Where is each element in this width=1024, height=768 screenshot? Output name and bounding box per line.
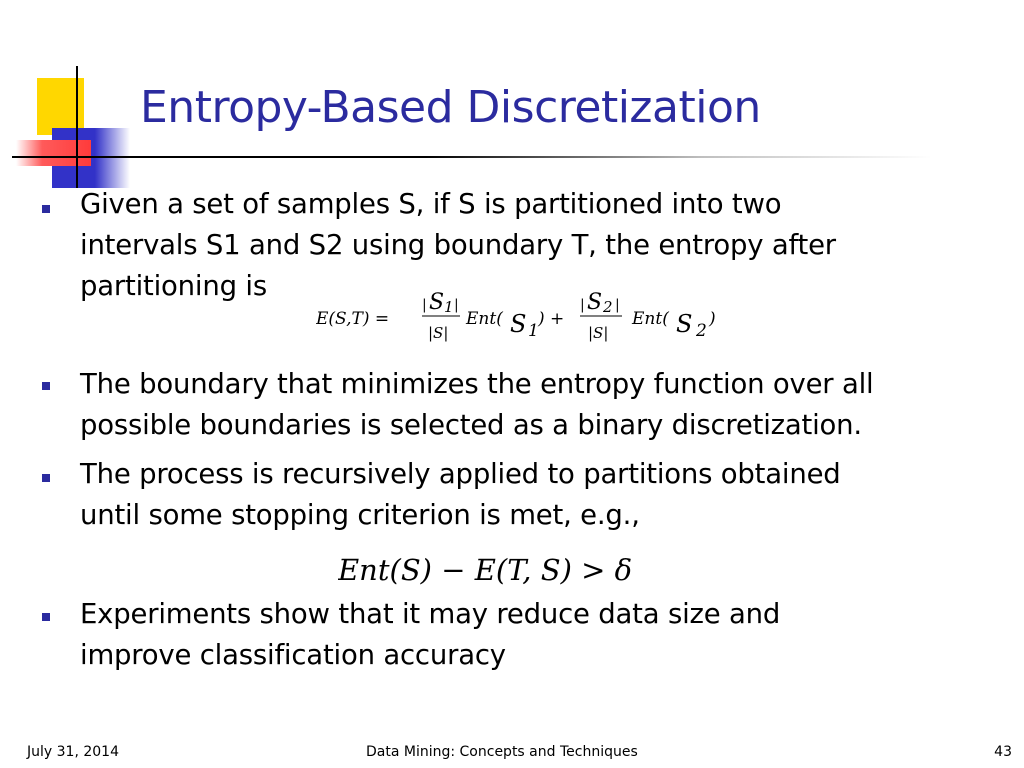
- bullet-2-line-1: The boundary that minimizes the entropy function over all: [80, 368, 874, 400]
- formula-ent1-sub: 1: [528, 321, 539, 341]
- bullet-1-line-2: intervals S1 and S2 using boundary T, the entropy after: [80, 229, 836, 261]
- formula-frac1-num-bar-right: |: [454, 297, 459, 313]
- bullet-marker-icon: [42, 474, 50, 482]
- bullet-4-line-1: Experiments show that it may reduce data size and: [80, 598, 781, 630]
- footer-date: July 31, 2014: [27, 744, 119, 760]
- formula-frac1-den: |S|: [428, 324, 449, 342]
- bullet-1-line-1: Given a set of samples S, if S is partitioned into two: [80, 188, 782, 220]
- formula-frac1-num-bar-left: |: [422, 297, 427, 313]
- bullet-4-line-2: improve classification accuracy: [80, 639, 506, 671]
- bullet-2-line-2: possible boundaries is selected as a binary discretization.: [80, 409, 862, 441]
- formula-lhs: E(S,T) =: [316, 309, 390, 329]
- formula-ent1-close: ) +: [538, 309, 565, 329]
- formula-frac2-num-sub: 2: [603, 298, 613, 316]
- formula-frac2-den: |S|: [588, 324, 609, 342]
- stopping-criterion-formula: [338, 546, 668, 594]
- bullet-3: [80, 454, 841, 536]
- bullet-4: [80, 594, 780, 676]
- bullet-3-line-2: until some stopping criterion is met, e.g.,: [80, 499, 640, 531]
- bullet-1-line-3: partitioning is: [80, 270, 267, 302]
- formula-frac2-num-bar-left: |: [580, 297, 585, 313]
- decor-vertical-line: [76, 66, 78, 188]
- bullet-marker-icon: [42, 205, 50, 213]
- formula-ent2-sub: 2: [696, 321, 707, 341]
- formula-frac2-num-bar-right: |: [615, 297, 620, 313]
- footer-page-number: 43: [994, 744, 1012, 760]
- formula-ent1-arg: S: [510, 310, 527, 338]
- formula-ent1: Ent(: [466, 309, 503, 329]
- formula-ent2: Ent(: [632, 309, 669, 329]
- bullet-3-line-1: The process is recursively applied to partitions obtained: [80, 458, 841, 490]
- bullet-marker-icon: [42, 613, 50, 621]
- formula-frac1-num: S: [429, 290, 445, 315]
- stopping-criterion-text: Ent(S) − E(T, S) > δ: [338, 553, 633, 587]
- footer-course-title: Data Mining: Concepts and Techniques: [366, 744, 638, 760]
- title-underline: [12, 156, 932, 158]
- formula-frac2-num: S: [587, 290, 603, 315]
- entropy-formula: [316, 282, 736, 352]
- bullet-marker-icon: [42, 382, 50, 390]
- slide-title: Entropy-Based Discretization: [140, 82, 761, 133]
- formula-frac1-num-sub: 1: [444, 298, 454, 316]
- decor-red-bar: [16, 140, 91, 166]
- formula-ent2-close: ): [709, 309, 716, 329]
- formula-ent2-arg: S: [676, 310, 693, 338]
- bullet-2: [80, 364, 873, 446]
